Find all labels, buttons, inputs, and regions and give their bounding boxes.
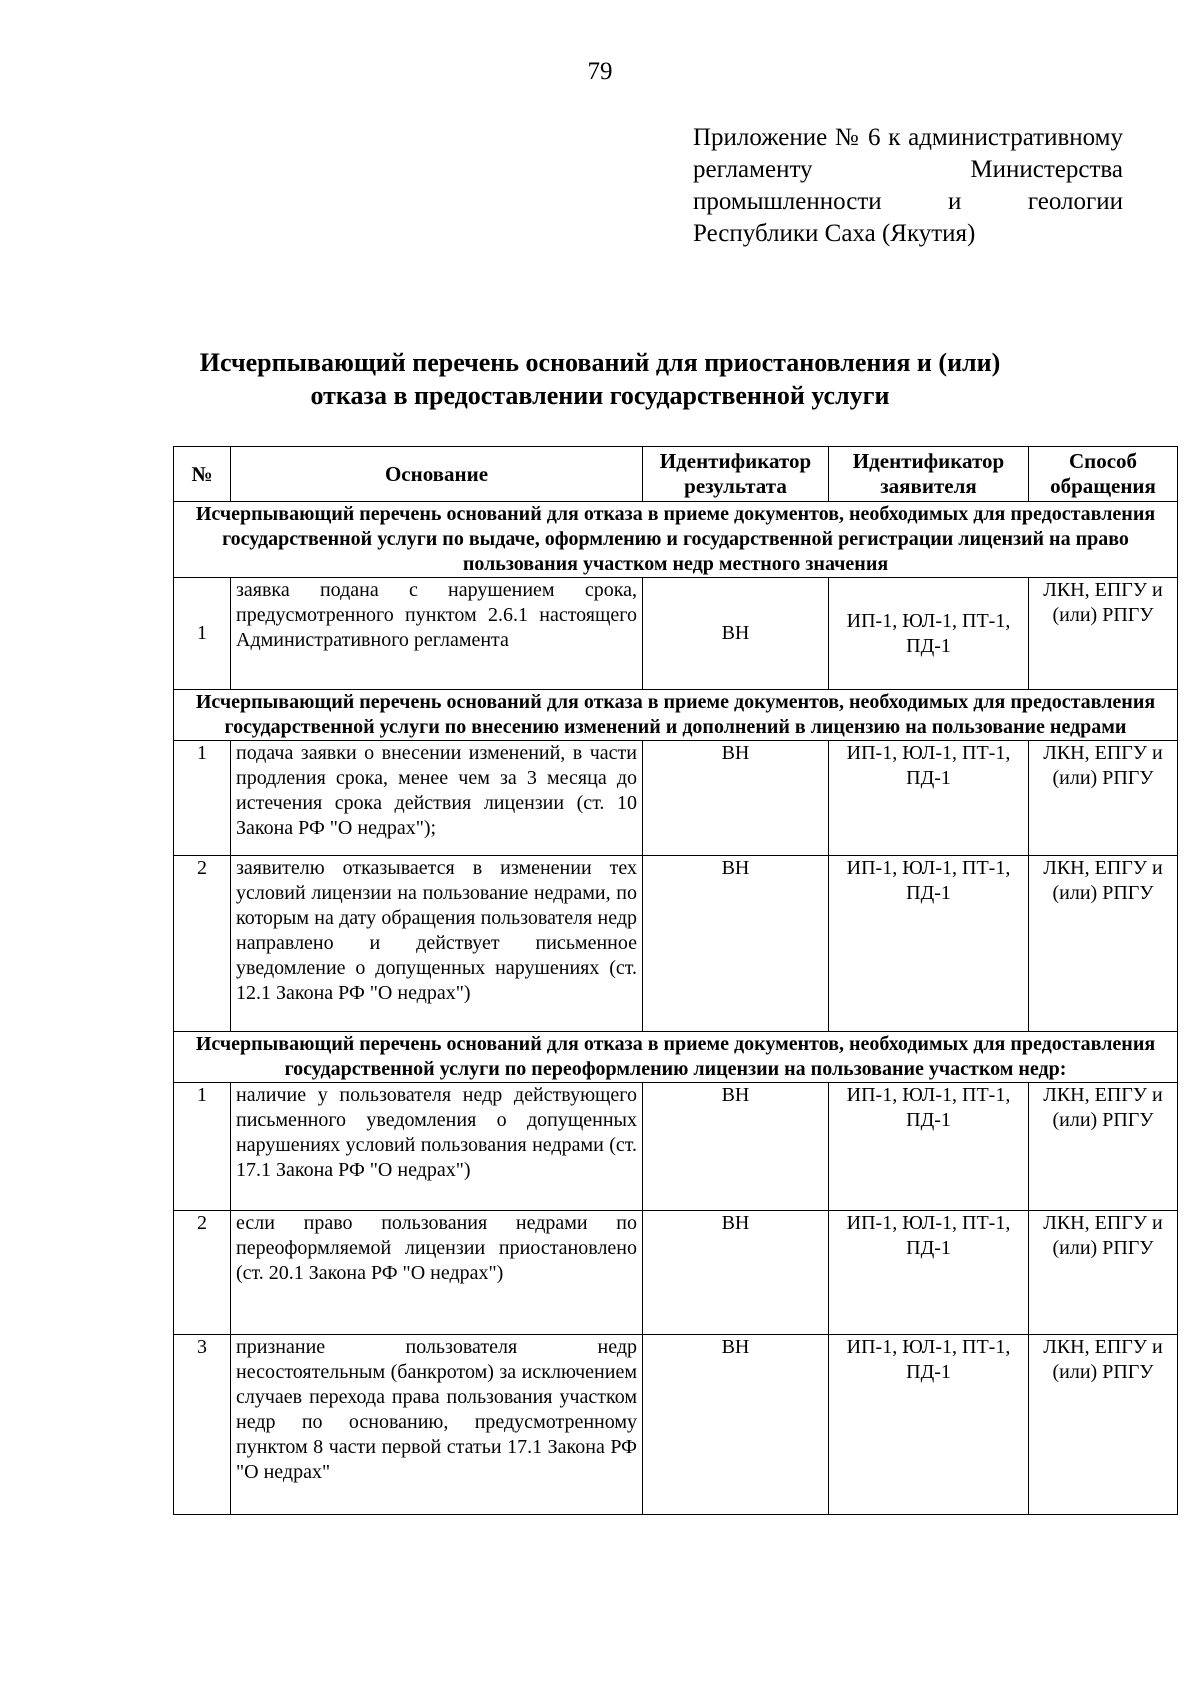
appendix-reference: Приложение № 6 к административному регламенту Министерства промышленности и геологии Республики Саха (Якутия)	[693, 124, 1123, 247]
section-header-row	[174, 690, 1178, 741]
section-title: Исчерпывающий перечень оснований для отказа в приеме документов, необходимых для предоставления государственной услуги по внесению изменений и дополнений в лицензию на пользование недрами	[174, 690, 1178, 741]
row-method: ЛКН, ЕПГУ и (или) РПГУ	[1029, 1335, 1178, 1515]
row-applicant-id: ИП-1, ЮЛ-1, ПТ-1, ПД-1	[829, 1211, 1029, 1335]
table-row	[174, 1335, 1178, 1515]
row-result-id: ВН	[643, 741, 829, 856]
section-title: Исчерпывающий перечень оснований для отказа в приеме документов, необходимых для предоставления государственной услуги по выдаче, оформлению и государственной регистрации лицензий на право пользования участком недр местного значения	[174, 502, 1178, 578]
row-method: ЛКН, ЕПГУ и (или) РПГУ	[1029, 1211, 1178, 1335]
row-num: 1	[174, 578, 231, 690]
table-header-row	[174, 447, 1178, 502]
row-applicant-id: ИП-1, ЮЛ-1, ПТ-1, ПД-1	[829, 1083, 1029, 1211]
row-applicant-id: ИП-1, ЮЛ-1, ПТ-1, ПД-1	[829, 1335, 1029, 1515]
header-num: №	[174, 447, 231, 502]
row-basis: подача заявки о внесении изменений, в части продления срока, менее чем за 3 месяца до истечения срока действия лицензии (ст. 10 Закона РФ "О недрах");	[231, 741, 643, 856]
row-basis: признание пользователя недр несостоятельным (банкротом) за исключением случаев перехода права пользования участком недр по основанию, предусмотренному пунктом 8 части первой статьи 17.1 Закона РФ "О недрах"	[231, 1335, 643, 1515]
row-result-id: ВН	[643, 1083, 829, 1211]
row-result-id: ВН	[643, 1211, 829, 1335]
row-basis: заявителю отказывается в изменении тех условий лицензии на пользование недрами, по которым на дату обращения пользователя недр направлено и действует письменное уведомление о допущенных нарушениях (ст. 12.1 Закона РФ "О недрах")	[231, 856, 643, 1032]
row-num: 3	[174, 1335, 231, 1515]
header-result-id: Идентификатор результата	[643, 447, 829, 502]
table-row	[174, 856, 1178, 1032]
header-basis: Основание	[231, 447, 643, 502]
section-header-row	[174, 502, 1178, 578]
row-basis: заявка подана с нарушением срока, предусмотренного пунктом 2.6.1 настоящего Административного регламента	[231, 578, 643, 690]
row-applicant-id: ИП-1, ЮЛ-1, ПТ-1, ПД-1	[829, 856, 1029, 1032]
row-num: 1	[174, 741, 231, 856]
table-row	[174, 741, 1178, 856]
row-method: ЛКН, ЕПГУ и (или) РПГУ	[1029, 1083, 1178, 1211]
table-row	[174, 1083, 1178, 1211]
row-num: 1	[174, 1083, 231, 1211]
row-method: ЛКН, ЕПГУ и (или) РПГУ	[1029, 578, 1178, 690]
title-line-1: Исчерпывающий перечень оснований для приостановления и (или)	[199, 348, 1001, 377]
row-method: ЛКН, ЕПГУ и (или) РПГУ	[1029, 741, 1178, 856]
section-title: Исчерпывающий перечень оснований для отказа в приеме документов, необходимых для предоставления государственной услуги по переоформлению лицензии на пользование участком недр:	[174, 1032, 1178, 1083]
grounds-table	[173, 446, 1178, 1515]
page-number: 79	[587, 58, 613, 85]
table-row	[174, 1211, 1178, 1335]
row-result-id: ВН	[643, 1335, 829, 1515]
row-num: 2	[174, 856, 231, 1032]
table-row	[174, 578, 1178, 690]
row-applicant-id: ИП-1, ЮЛ-1, ПТ-1, ПД-1	[829, 741, 1029, 856]
row-basis: наличие у пользователя недр действующего письменного уведомления о допущенных нарушениях условий пользования недрами (ст. 17.1 Закона РФ "О недрах")	[231, 1083, 643, 1211]
header-applicant-id: Идентификатор заявителя	[829, 447, 1029, 502]
row-method: ЛКН, ЕПГУ и (или) РПГУ	[1029, 856, 1178, 1032]
section-header-row	[174, 1032, 1178, 1083]
row-applicant-id: ИП-1, ЮЛ-1, ПТ-1, ПД-1	[829, 578, 1029, 690]
row-num: 2	[174, 1211, 231, 1335]
header-method: Способ обращения	[1029, 447, 1178, 502]
document-title	[150, 346, 1050, 412]
row-basis: если право пользования недрами по переоформляемой лицензии приостановлено (ст. 20.1 Закона РФ "О недрах")	[231, 1211, 643, 1335]
row-result-id: ВН	[643, 856, 829, 1032]
title-line-2: отказа в предоставлении государственной услуги	[310, 381, 890, 410]
row-result-id: ВН	[643, 578, 829, 690]
